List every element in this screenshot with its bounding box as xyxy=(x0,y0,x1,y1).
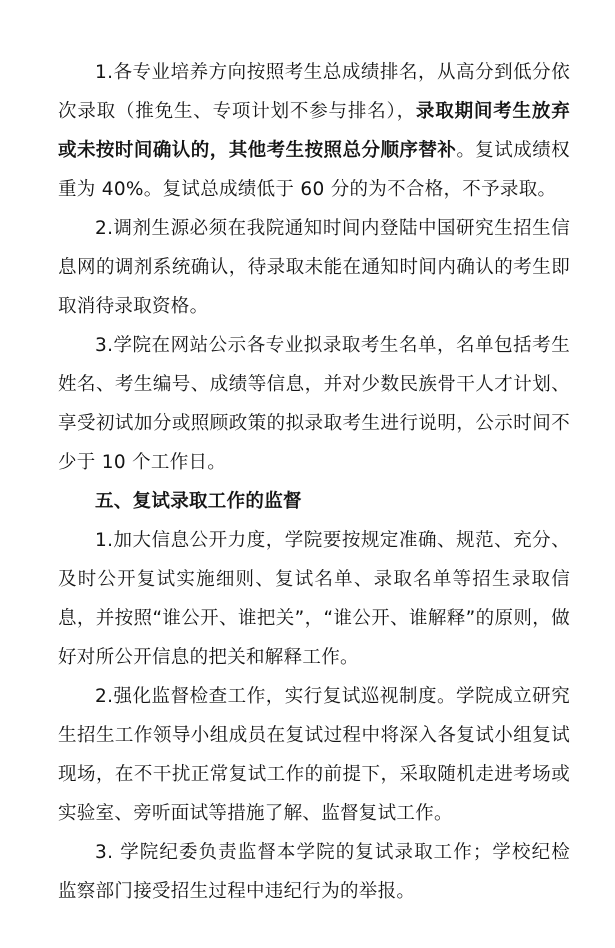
paragraph-text: 1.各专业培养方向按照考生总成绩排名，从高分到低分依次录取（推免生、专项计划不参与排名）， xyxy=(58,62,570,122)
section-heading-supervision: 五、复试录取工作的监督 xyxy=(95,491,302,512)
paragraph-bold-text: 录取期间考生放弃或未按时间确认的，其他考生按照总分顺序替补 xyxy=(58,101,570,161)
paragraph-admission-ranking xyxy=(58,53,570,209)
paragraph-adjustment-confirmation: 2.调剂生源必须在我院通知时间内登陆中国研究生招生信息网的调剂系统确认，待录取未能在通知时间内确认的考生即取消待录取资格。 xyxy=(58,218,570,317)
paragraph-inspection: 2.强化监督检查工作，实行复试巡视制度。学院成立研究生招生工作领导小组成员在复试过程中将深入各复试小组复试现场，在不干扰正常复试工作的前提下，采取随机走进考场或实验室、旁听面试等措施了解、监督复试工作。 xyxy=(58,686,570,824)
paragraph-text: 。复试成绩权重为 40%。复试总成绩低于 60 分的为不合格，不予录取。 xyxy=(58,140,570,200)
paragraph-public-notice: 3.学院在网站公示各专业拟录取考生名单，名单包括考生姓名、考生编号、成绩等信息，并对少数民族骨干人才计划、享受初试加分或照顾政策的拟录取考生进行说明，公示时间不少于 10 个工作日。 xyxy=(58,335,570,473)
paragraph-discipline-committee: 3. 学院纪委负责监督本学院的复试录取工作；学校纪检监察部门接受招生过程中违纪行为的举报。 xyxy=(58,842,570,902)
paragraph-information-disclosure: 1.加大信息公开力度，学院要按规定准确、规范、充分、及时公开复试实施细则、复试名单、录取名单等招生录取信息，并按照“谁公开、谁把关”，“谁公开、谁解释”的原则，做好对所公开信息的把关和解释工作。 xyxy=(58,530,570,668)
